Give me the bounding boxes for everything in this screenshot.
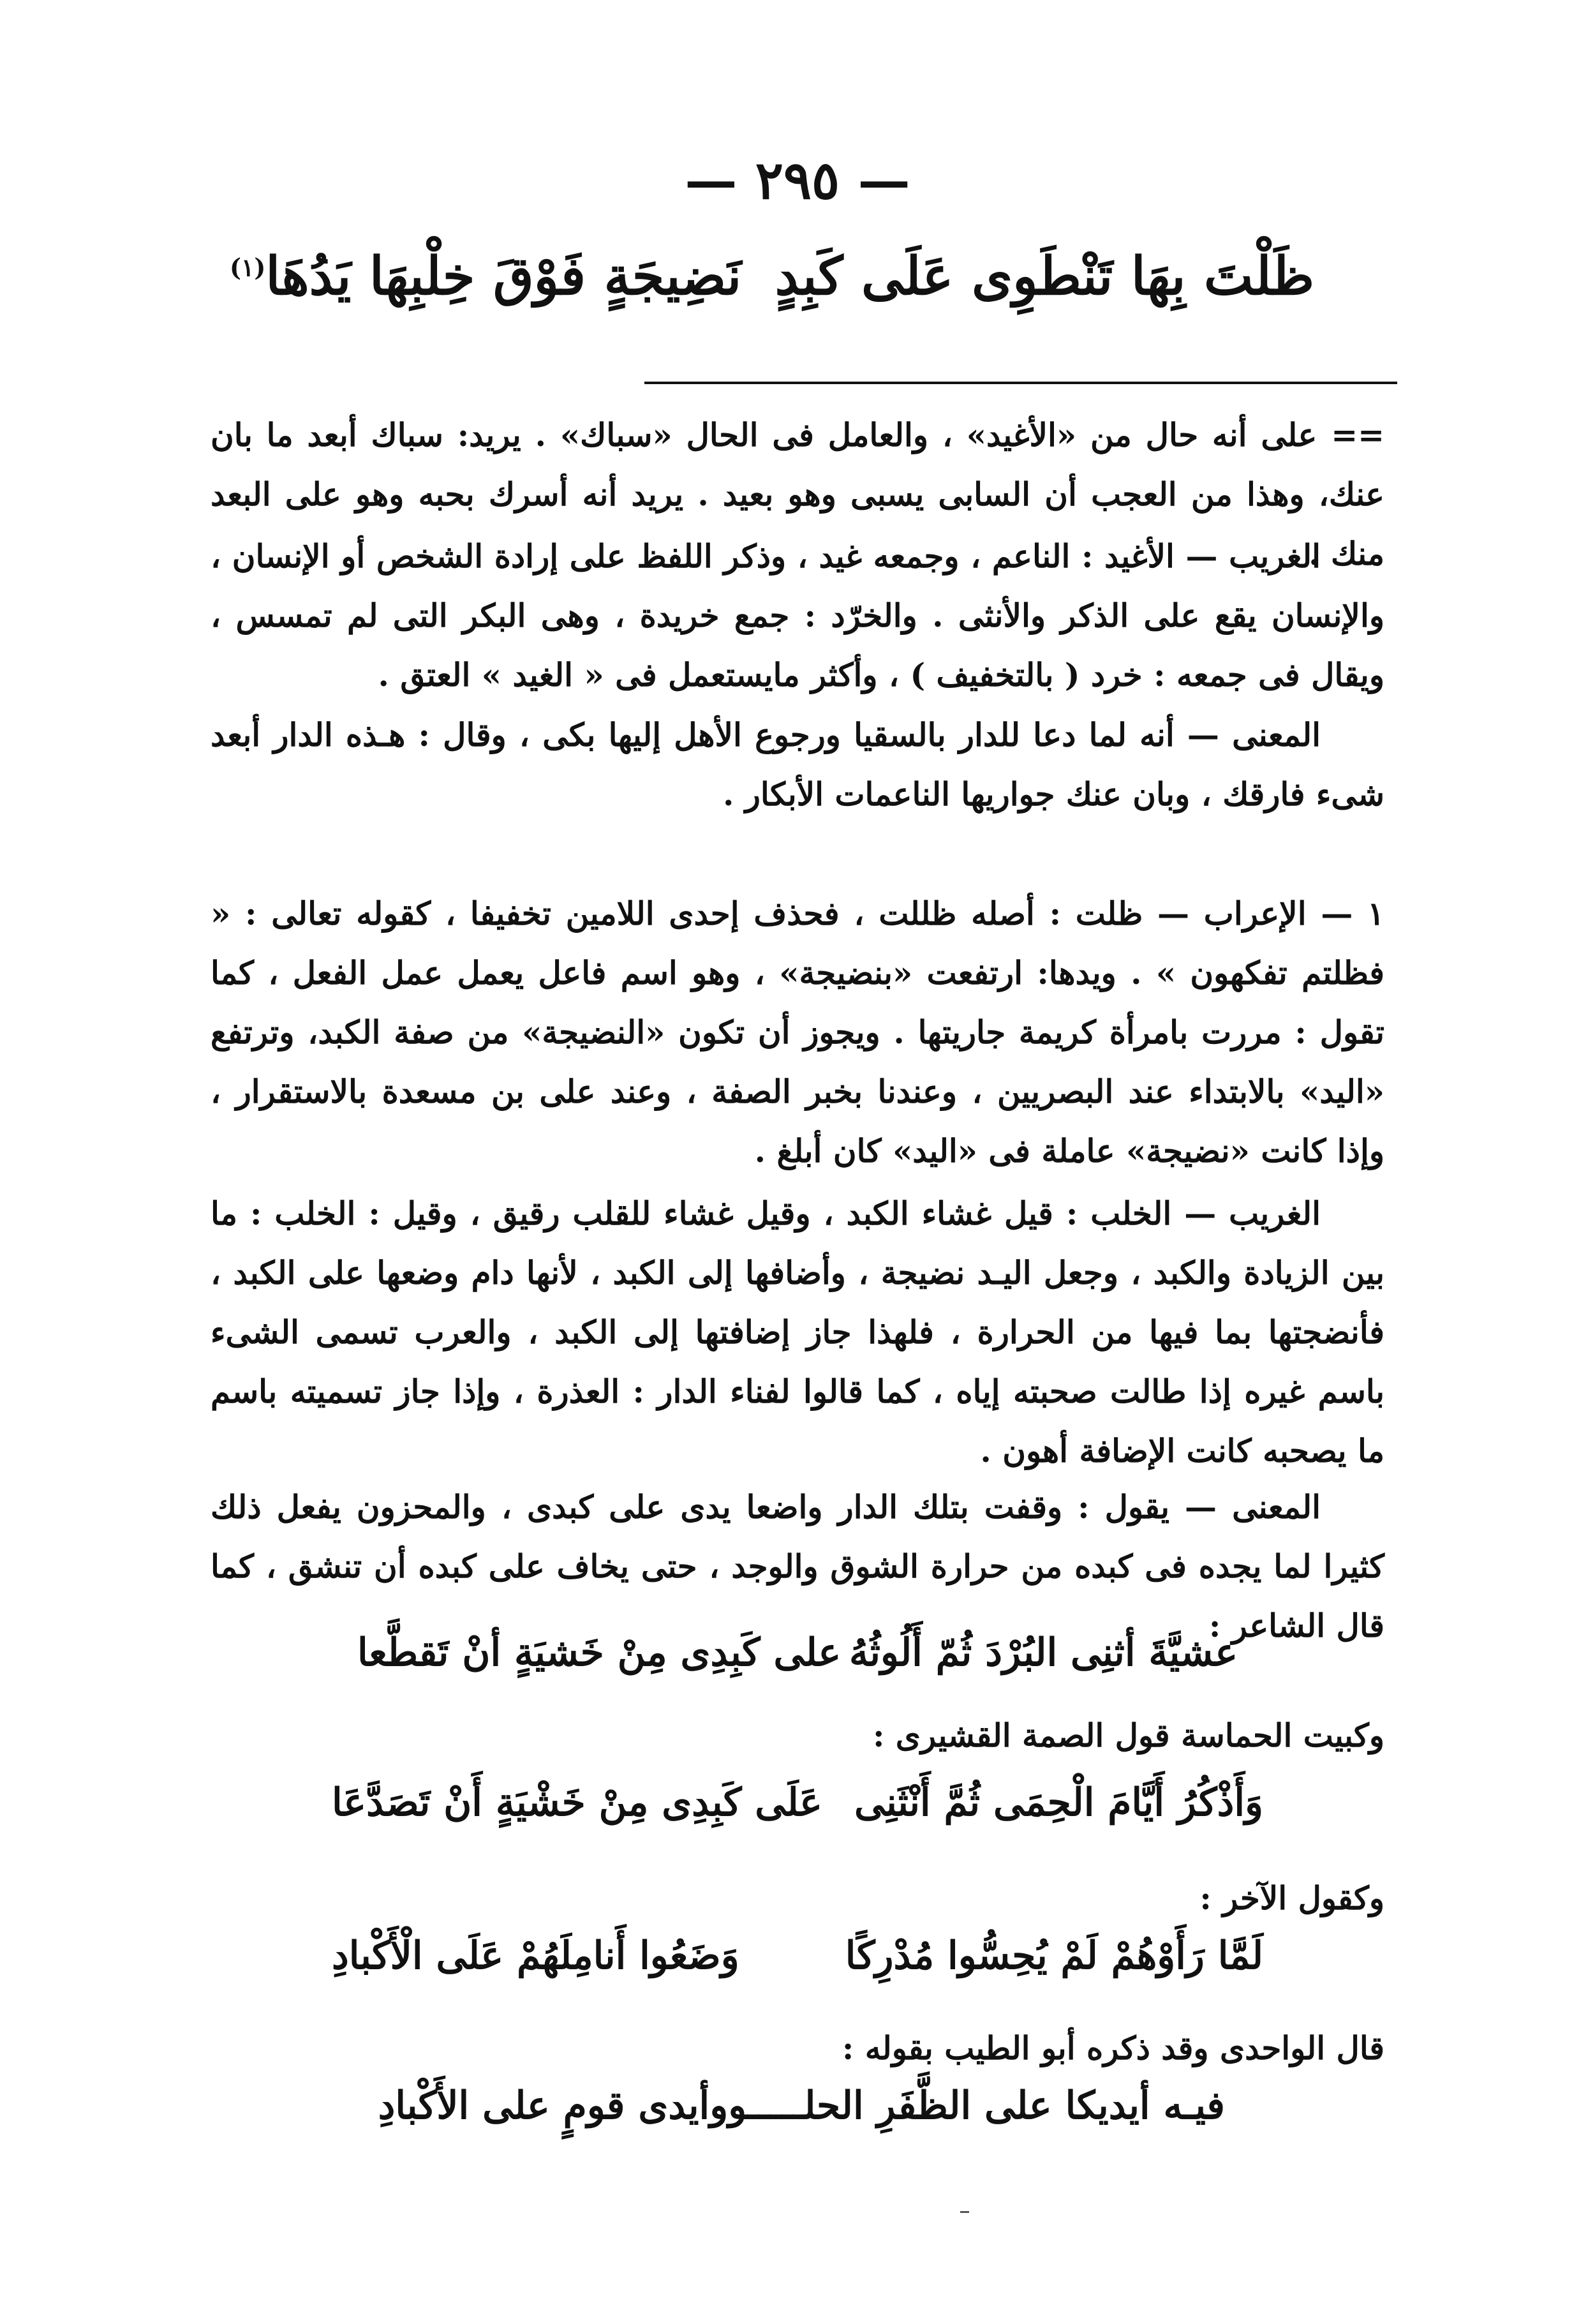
quoted-verse-2-first: وَأَذْكُرُ أَيَّامَ الْحِمَى ثُمَّ أَنْثَنِى bbox=[854, 1780, 1263, 1825]
quoted-verse-1-second: على كَبِدِى مِنْ خَشيَةٍ أنْ تَقطَّعا bbox=[357, 1630, 842, 1675]
quoted-verse-4 bbox=[378, 2083, 1225, 2128]
quoted-verse-4-first: فيـه أيديكا على الظَّفَرِ الحلـــــو bbox=[728, 2083, 1225, 2128]
irab-paragraph: ١ — الإعراب — ظلت : أصله ظللت ، فحذف إحدى اللامين تخفيفا ، كقوله تعالى : « فظلتم تفكهون » . ويدها: ارتفعت «بنضيجة» ، وهو اسم فاعل يعمل عمل الفعل ، كما تقول : مررت بامرأة كريمة جاريتها . ويجوز أن تكون «النضيجة» من صفة الكبد، وترتفع «اليد» بالابتداء عند البصريين ، وعندنا بخبر الصفة ، وعند على بن مسعدة بالاستقرار ، وإذا كانت «نضيجة» عاملة فى «اليد» كان أبلغ . bbox=[211, 895, 1384, 1170]
quoted-verse-4-second: وأيدى قومٍ على الأَكْبادِ bbox=[378, 2083, 729, 2128]
verse-intro-label-2: وكقول الآخر : bbox=[1199, 1879, 1384, 1917]
quoted-verse-3-first: لَمَّا رَأَوْهُمْ لَمْ يُحِسُّوا مُدْرِكًا bbox=[845, 1933, 1263, 1978]
quoted-verse-1 bbox=[357, 1630, 1238, 1675]
page-number: — ٢٩٥ — bbox=[685, 150, 910, 211]
gharib-paragraph-2: الغريب — الخلب : قيل غشاء الكبد ، وقيل غشاء للقلب رقيق ، وقيل : الخلب : ما بين الزيادة والكبد ، وجعل اليـد نضيجة ، وأضافها إلى الكبد ، لأنها دام وضعها على الكبد ، فأنضجتها بما فيها من الحرارة ، فلهذا جاز إضافتها إلى الكبد ، والعرب تسمى الشىء باسم غيره إذا طالت صحبته إياه ، كما قالوا لفناء الدار : العذرة ، وإذا جاز تسميته باسم ما يصحبه كانت الإضافة أهون . bbox=[211, 1195, 1385, 1470]
main-verse bbox=[230, 246, 1314, 307]
quoted-verse-3-second: وَضَعُوا أَنامِلَهُمْ عَلَى الْأَكْبادِ bbox=[332, 1933, 739, 1978]
footnote-separator bbox=[644, 382, 1397, 384]
quoted-verse-3 bbox=[332, 1933, 1263, 1978]
scan-mark bbox=[960, 2211, 969, 2213]
quoted-verse-2 bbox=[332, 1780, 1263, 1825]
maana-paragraph-1: المعنى — أنه لما دعا للدار بالسقيا ورجوع الأهل إليها بكى ، وقال : هـذه الدار أبعد شىء فارقك ، وبان عنك جواريها الناعمات الأبكار . bbox=[211, 716, 1384, 813]
gharib-paragraph-1: الغريب — الأغيد : الناعم ، وجمعه غيد ، وذكر اللفظ على إرادة الشخص أو الإنسان ، والإنسان يقع على الذكر والأنثى . والخرّد : جمع خريدة ، وهى البكر التى لم تمسس ، ويقال فى جمعه : خرد ( بالتخفيف ) ، وأكثر مايستعمل فى « الغيد » العتق . bbox=[211, 537, 1384, 694]
main-verse-first-hemistich: ظَلْتَ بِهَا تَنْطَوِى عَلَى كَبِدٍ bbox=[775, 246, 1314, 307]
quoted-verse-1-first: عشيَّةَ أثنِى البُرْدَ ثُمّ أَلُوثُهُ bbox=[849, 1630, 1238, 1675]
footnote-marker: (١) bbox=[230, 253, 266, 282]
quoted-verse-2-second: عَلَى كَبِدِى مِنْ خَشْيَةٍ أَنْ تَصَدَّعَا bbox=[332, 1780, 822, 1825]
intro-paragraph: == على أنه حال من «الأغيد» ، والعامل فى الحال «سباك» . يريد: سباك أبعد ما بان عنك، وهذا من العجب أن السابى يسبى وهو بعيد . يريد أنه أسرك بحبه وهو على البعد منك . bbox=[211, 416, 1384, 572]
verse-intro-label-3: قال الواحدى وقد ذكره أبو الطيب بقوله : bbox=[842, 2029, 1384, 2067]
main-verse-second-hemistich: نَضِيجَةٍ فَوْقَ خِلْبِهَا يَدُهَا$^{(١)}$ bbox=[230, 246, 742, 307]
verse-intro-label-1: وكبيت الحماسة قول الصمة القشيرى : bbox=[872, 1717, 1384, 1754]
maana-paragraph-2: المعنى — يقول : وقفت بتلك الدار واضعا يدى على كبدى ، والمحزون يفعل ذلك كثيرا لما يجده فى كبده من حرارة الشوق والوجد ، حتى يخاف على كبده أن تنشق ، كما قال الشاعر : bbox=[211, 1488, 1384, 1644]
